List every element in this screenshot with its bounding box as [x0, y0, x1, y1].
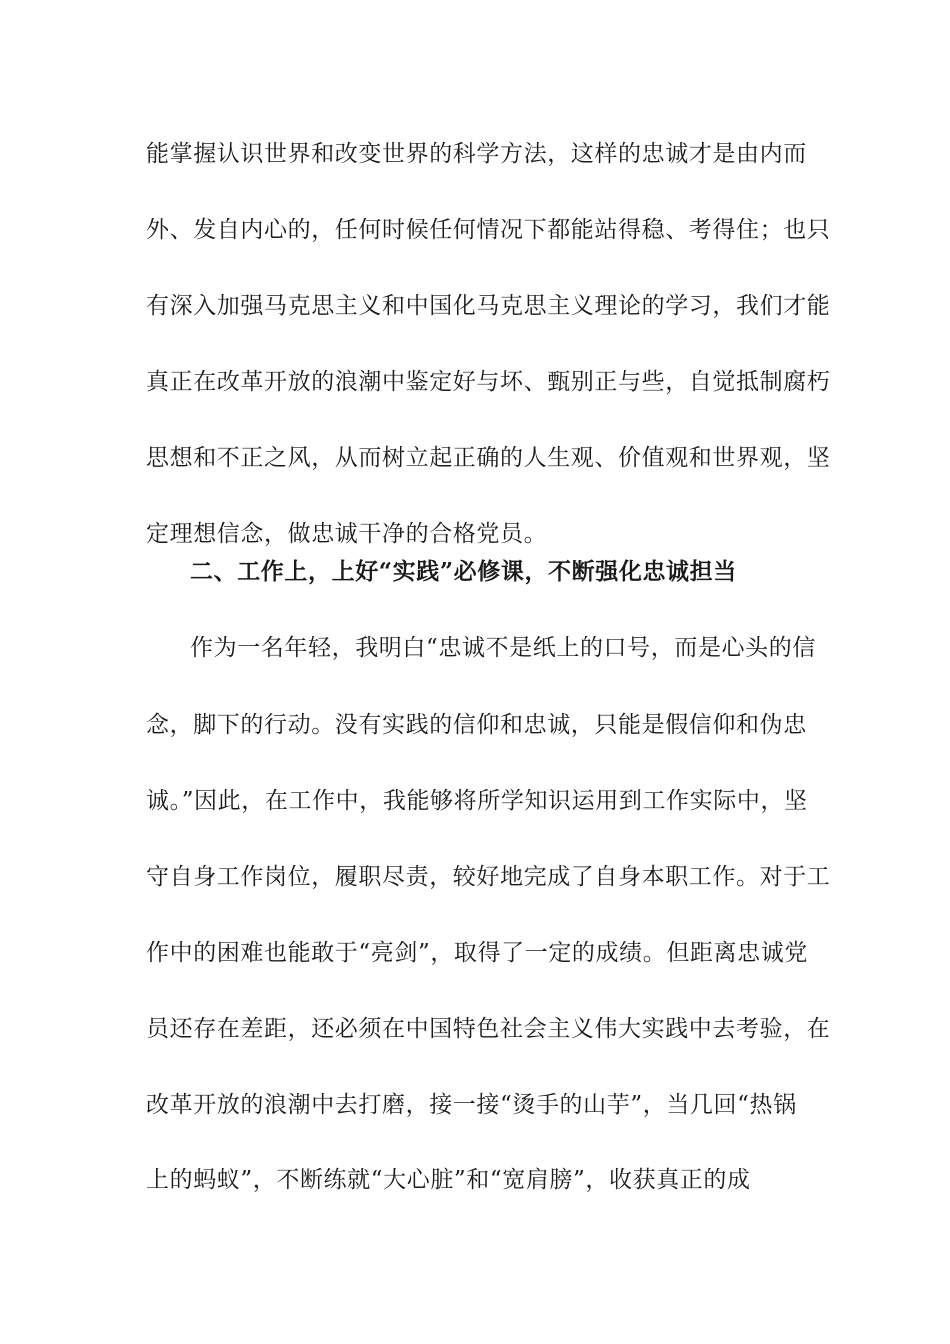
paragraph-2-line-8: 上的蚂蚁”，不断练就“大心脏”和“宽肩膀”，收获真正的成	[146, 1167, 751, 1193]
paragraph-2-line-2: 念，脚下的行动。没有实践的信仰和忠诚，只能是假信仰和伪忠	[146, 712, 807, 738]
paragraph-1-line-6: 定理想信念，做忠诚干净的合格党员。	[146, 521, 548, 547]
paragraph-1-line-1: 能掌握认识世界和改变世界的科学方法，这样的忠诚才是由内而	[146, 141, 807, 167]
paragraph-2-line-4: 守自身工作岗位，履职尽责，较好地完成了自身本职工作。对于工	[146, 864, 831, 890]
paragraph-1-line-5: 思想和不正之风，从而树立起正确的人生观、价值观和世界观，坚	[146, 445, 831, 471]
section-heading: 二、工作上，上好“实践”必修课，不断强化忠诚担当	[190, 558, 737, 585]
paragraph-2-line-7: 改革开放的浪潮中去打磨，接一接“烫手的山芋”，当几回“热锅	[146, 1092, 797, 1118]
paragraph-2-line-3: 诚。”因此，在工作中，我能够将所学知识运用到工作实际中，坚	[146, 788, 808, 814]
paragraph-1-line-3: 有深入加强马克思主义和中国化马克思主义理论的学习，我们才能	[146, 293, 831, 319]
paragraph-2-line-6: 员还存在差距，还必须在中国特色社会主义伟大实践中去考验，在	[146, 1016, 831, 1042]
paragraph-1-line-4: 真正在改革开放的浪潮中鉴定好与坏、甄别正与些，自觉抵制腐朽	[146, 369, 831, 395]
paragraph-2-line-5: 作中的困难也能敢于“亮剑”，取得了一定的成绩。但距离忠诚党	[146, 940, 808, 966]
paragraph-1-line-2: 外、发自内心的，任何时候任何情况下都能站得稳、考得住；也只	[146, 217, 831, 243]
paragraph-2-line-1: 作为一名年轻，我明白“忠诚不是纸上的口号，而是心头的信	[190, 635, 816, 661]
